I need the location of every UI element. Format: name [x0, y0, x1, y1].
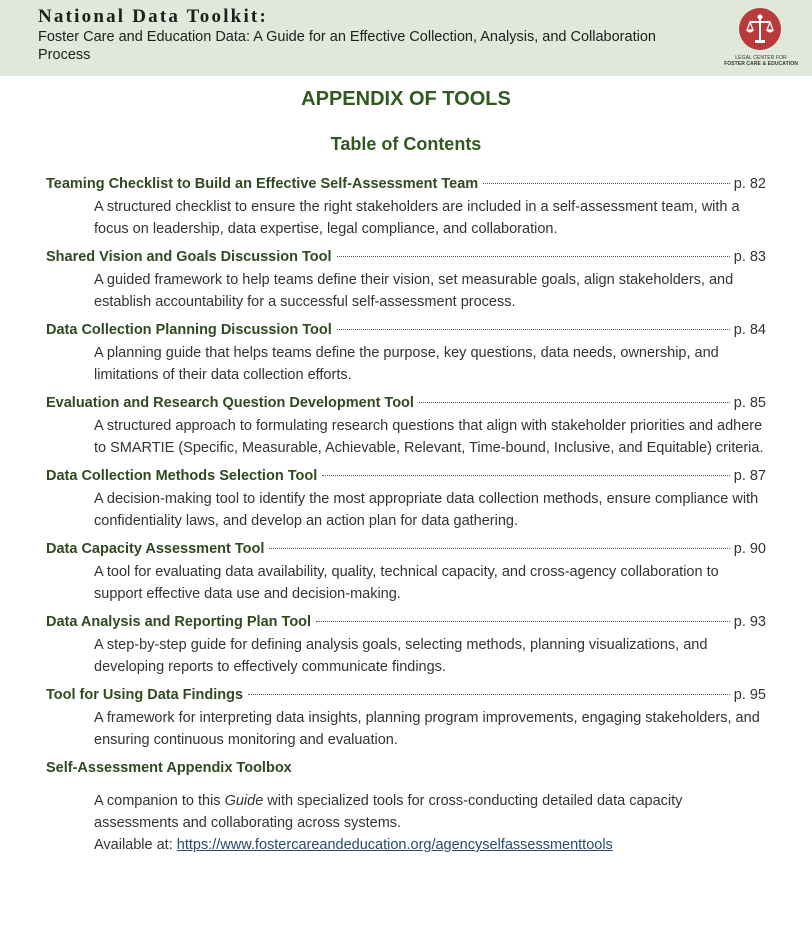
toc-entry-description: A tool for evaluating data availability, quality, technical capacity, and cross-agency collaboration to support effective data use and decision-making.: [94, 564, 719, 602]
toc-entry-page: p. 82: [733, 176, 766, 192]
dot-leader: [337, 256, 730, 257]
toc-entry: [46, 687, 766, 751]
toc-entry-title[interactable]: Evaluation and Research Question Development Tool: [46, 395, 414, 411]
dot-leader: [337, 329, 730, 330]
toc-entry: [46, 322, 766, 386]
toc-entry: [46, 176, 766, 240]
toc-entry: [46, 395, 766, 459]
document-header: [0, 0, 812, 76]
toc-heading: Table of Contents: [330, 134, 482, 154]
toc-entry-title[interactable]: Shared Vision and Goals Discussion Tool: [46, 249, 332, 265]
toc-entry-title[interactable]: Data Capacity Assessment Tool: [46, 541, 265, 557]
toc-entry-title[interactable]: Tool for Using Data Findings: [46, 687, 244, 703]
toc-entry-description: A framework for interpreting data insights, planning program improvements, engaging stakeholders, and ensuring continuous monitoring and evaluation.: [94, 710, 760, 748]
toolbox-description: A companion to this Guide with specialized tools for cross-conducting detailed data capacity assessments and collaborating across systems. Available at: https://www.fostercareandeducation.org/agencyselfassessmenttools: [94, 793, 683, 853]
toc-entry-title[interactable]: Data Analysis and Reporting Plan Tool: [46, 614, 312, 630]
toc-entry: [46, 614, 766, 678]
toc-entry-title[interactable]: Data Collection Methods Selection Tool: [46, 468, 318, 484]
dot-leader: [322, 475, 730, 476]
toc-entry-page: p. 93: [733, 614, 766, 630]
toc-entry: [46, 249, 766, 313]
toc-entry-title[interactable]: Teaming Checklist to Build an Effective Self-Assessment Team: [46, 176, 479, 192]
dot-leader: [269, 548, 729, 549]
toolbox-title: Self-Assessment Appendix Toolbox: [46, 760, 292, 776]
organization-logo: [720, 8, 802, 70]
logo-text-line1: LEGAL CENTER FOR: [735, 55, 787, 61]
toc-list: [46, 176, 766, 856]
toc-entry-page: p. 95: [733, 687, 766, 703]
toc-entry-page: p. 87: [733, 468, 766, 484]
toolkit-subtitle: Foster Care and Education Data: A Guide for an Effective Collection, Analysis, and Collaboration Process: [38, 29, 656, 63]
toc-entry-page: p. 84: [733, 322, 766, 338]
toc-entry-description: A step-by-step guide for defining analysis goals, selecting methods, planning visualizations, and developing reports to effectively communicate findings.: [94, 637, 708, 675]
toolkit-title: National Data Toolkit:: [38, 6, 268, 27]
toc-entry-description: A structured checklist to ensure the right stakeholders are included in a self-assessment team, with a focus on leadership, data expertise, legal compliance, and collaboration.: [94, 199, 740, 237]
dot-leader: [419, 402, 730, 403]
toc-entry-title[interactable]: Data Collection Planning Discussion Tool: [46, 322, 332, 338]
scales-of-justice-icon: [739, 8, 781, 50]
page-title: APPENDIX OF TOOLS: [301, 88, 511, 110]
toolbox-section: [46, 760, 766, 856]
toc-entry-description: A guided framework to help teams define their vision, set measurable goals, align stakeholders, and establish accountability for a successful self-assessment process.: [94, 272, 734, 310]
toc-entry: [46, 468, 766, 532]
logo-text-line2: FOSTER CARE & EDUCATION: [724, 61, 798, 67]
dot-leader: [316, 621, 730, 622]
available-label: Available at:: [94, 837, 177, 853]
dot-leader: [248, 694, 730, 695]
toc-entry-page: p. 83: [733, 249, 766, 265]
toc-entry-description: A decision-making tool to identify the most appropriate data collection methods, ensure compliance with confidentiality laws, and develop an action plan for data gathering.: [94, 491, 759, 529]
toolbox-link[interactable]: https://www.fostercareandeducation.org/agencyselfassessmenttools: [176, 837, 613, 853]
toc-entry-page: p. 90: [733, 541, 766, 557]
guide-emphasis: Guide: [224, 793, 264, 809]
toc-entry-description: A planning guide that helps teams define the purpose, key questions, data needs, ownership, and limitations of their data collection efforts.: [94, 345, 719, 383]
toc-entry-page: p. 85: [733, 395, 766, 411]
dot-leader: [483, 183, 730, 184]
toc-entry-description: A structured approach to formulating research questions that align with stakeholder priorities and adhere to SMARTIE (Specific, Measurable, Achievable, Relevant, Time-bound, Inclusive, and Equitable) criteria.: [94, 418, 764, 456]
toc-entry: [46, 541, 766, 605]
